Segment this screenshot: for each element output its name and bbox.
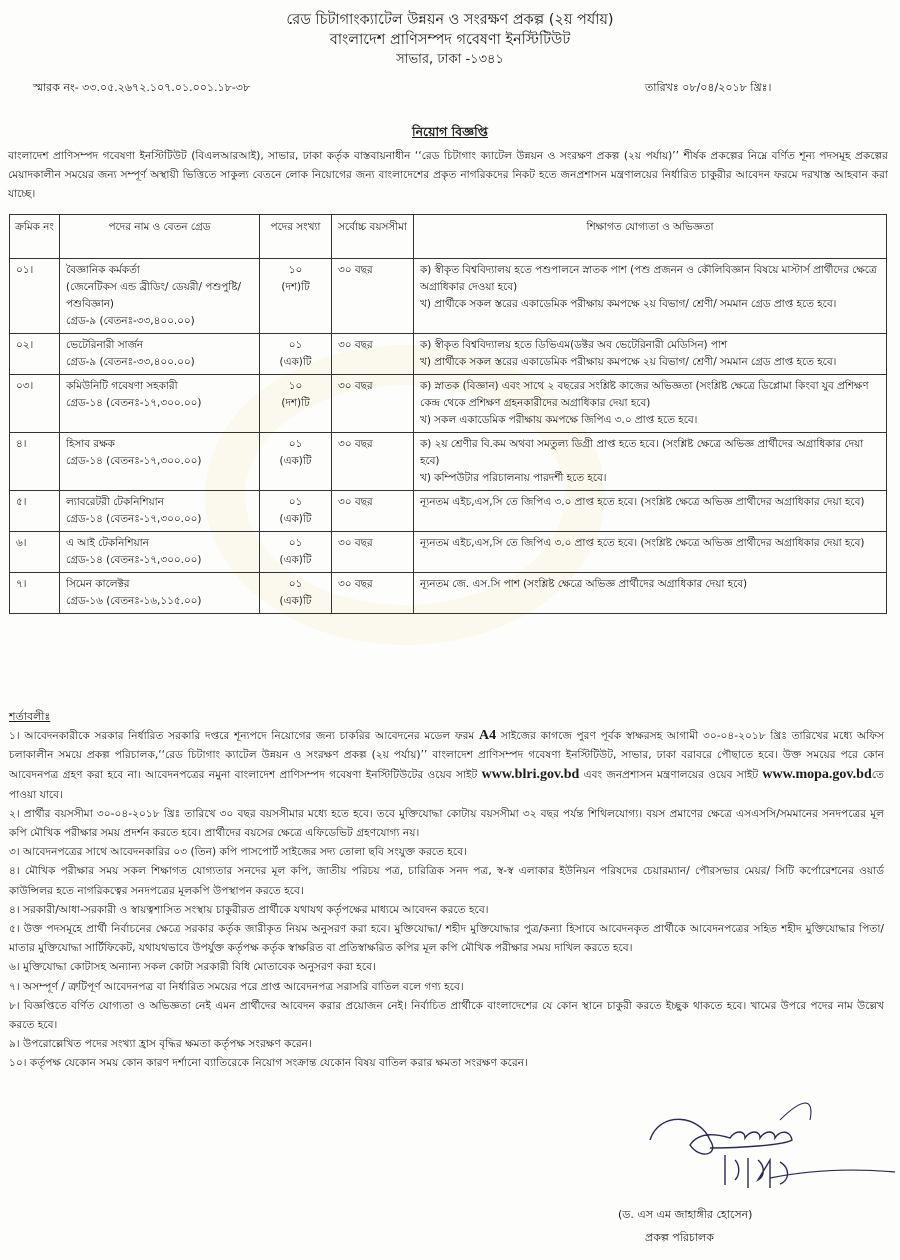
letterhead	[0, 10, 900, 70]
post-count: ১০	[288, 380, 303, 392]
table-row	[10, 433, 887, 491]
table-row	[10, 375, 887, 433]
row-post-count-cell	[260, 491, 332, 532]
conditions-list	[9, 726, 884, 1074]
row-post-name-cell	[60, 259, 260, 334]
condition-1-text-d: তে পাওয়া যাবে।	[9, 769, 884, 801]
post-name: এ আই টেকনিশিয়ান	[66, 537, 149, 549]
qualification-item: ক) স্বীকৃত বিশ্ববিদ্যালয় হতে পশুপালনে স্নাতক পাশ (পশু প্রজনন ও কৌলিবিজ্ঞান বিষয়ে মাস্টার্স প্রার্থীদের ক্ষেত্রে অগ্রাধিকার দেওয়া হবে)	[420, 264, 877, 293]
qualification-item: ক) ২য় শ্রেণীর বি.কম অথবা সমতুল্য ডিগ্রী প্রাপ্ত হতে হবে। (সংশ্লিষ্ট ক্ষেত্রে অভিজ্ঞ প্রার্থীদের অগ্রাধিকার দেয়া হবে)	[420, 438, 864, 467]
condition-items	[9, 805, 884, 1074]
signature-mark	[640, 1100, 900, 1210]
post-count: ০১	[288, 438, 303, 450]
institute-address: সাভার, ঢাকা -১৩৪১	[396, 52, 504, 67]
row-qualification-cell	[414, 259, 887, 334]
row-post-count-cell	[260, 259, 332, 334]
paper-size: A4	[479, 728, 497, 743]
row-age-limit: ৩০ বছর	[332, 491, 414, 532]
row-age-limit: ৩০ বছর	[332, 532, 414, 573]
post-count-words: (দশ)টি	[281, 281, 310, 293]
row-qualification-cell	[414, 433, 887, 491]
condition-item: ৪। সরকারী/আধা-সরকারী ও স্বায়ত্বশাসিত সংস্থায় চাকুরীরত প্রার্থীকে যথাযথ কর্তৃপক্ষের মাধ্যমে আবেদন করতে হবে।	[9, 903, 489, 916]
row-post-count-cell	[260, 573, 332, 614]
row-serial: ৭।	[10, 573, 60, 614]
row-post-name-cell	[60, 573, 260, 614]
row-post-name-cell	[60, 532, 260, 573]
blri-website-link[interactable]: www.blri.gov.bd	[481, 767, 580, 783]
row-serial: ৬।	[10, 532, 60, 573]
post-count-words: (এক)টি	[279, 455, 312, 467]
post-grade: গ্রেড-১৪ (বেতনঃ-১৭,৩০০.০০)	[66, 455, 202, 467]
vacancy-table	[9, 214, 887, 614]
table-row	[10, 573, 887, 614]
post-grade: গ্রেড-৯ (বেতনঃ-৩৩,৪০০.০০)	[66, 315, 195, 327]
institute-name: বাংলাদেশ প্রাণিসম্পদ গবেষণা ইনস্টিটিউট	[329, 32, 571, 48]
condition-item: ৮। বিজ্ঞপ্তিতে বর্ণিত যোগ্যতা ও অভিজ্ঞতা নেই এমন প্রার্থীদের আবেদন করার প্রয়োজন নেই। নির্বাচিত প্রার্থীকে বাংলাদেশের যে কোন স্থানে চাকুরী করতে ইচ্ছুক থাকতে হবে। খামের উপরে পদের নাম উল্লেখ করতে হবে।	[9, 999, 884, 1032]
post-name: বৈজ্ঞানিক কর্মকর্তা	[66, 264, 140, 276]
qualification-item: ক) স্নাতক (বিজ্ঞান) এবং সাথে ২ বছরের সংশ্লিষ্ট কাজের অভিজ্ঞতা (সংশ্লিষ্ট ক্ষেত্রে ডিপ্লোমা কিংবা যুব প্রশিক্ষণ কেন্দ্র থেকে প্রশিক্ষণ গ্রহনকারীদের অগ্রাধিকার দেয়া হবে)	[420, 380, 869, 409]
memo-number: স্মারক নং- ৩৩.০৫.২৬৭২.১০৭.০১.০০১.১৮-৩৮	[33, 81, 251, 94]
conditions-title: শর্তাবলীঃ	[9, 710, 51, 723]
signatory-name: (ড. এস এম জাহাঙ্গীর হোসেন)	[618, 1208, 753, 1221]
condition-1-text-c: এবং জনপ্রশাসন মন্ত্রণালয়ের ওয়েব সাইট	[579, 769, 763, 782]
header-post-name: পদের নাম ও বেতন গ্রেড	[60, 215, 260, 259]
row-age-limit: ৩০ বছর	[332, 259, 414, 334]
post-count: ০১	[288, 339, 303, 351]
qualification-item: খ) কম্পিউটার পরিচালনায় পারদর্শী হতে হবে।	[420, 472, 607, 484]
row-serial: ৪।	[10, 433, 60, 491]
row-post-name-cell	[60, 334, 260, 375]
qualification-item: ন্যূনতম এইচ,এস,সি তে জিপিএ ৩.০ প্রাপ্ত হতে হবে। (সংশ্লিষ্ট ক্ষেত্রে অভিজ্ঞ প্রার্থীদের অগ্রাধিকার দেয়া হবে)	[420, 496, 865, 508]
vacancy-table-body	[10, 259, 887, 614]
condition-item: ৩। আবেদনপত্রের সাথে আবেদনকারির ০৩ (তিন) কপি পাসপোর্ট সাইজের সদ্য তোলা ছবি সংযুক্ত করতে হবে।	[9, 846, 467, 859]
table-row	[10, 259, 887, 334]
condition-item: ১০। কর্তৃপক্ষ যেকোন সময় কোন কারণ দর্শানো ব্যাতিরেকে নিয়োগ সংক্রান্ত যেকোন বিষয় বাতিল করার ক্ষমতা সংরক্ষণ করেন।	[9, 1057, 528, 1070]
post-name: কমিউনিটি গবেষণা সহকারী	[66, 380, 178, 392]
row-post-name-cell	[60, 375, 260, 433]
row-post-name-cell	[60, 491, 260, 532]
table-header-row	[10, 215, 887, 259]
post-count: ০১	[288, 537, 303, 549]
header-qualification: শিক্ষাগত যোগ্যতা ও অভিজ্ঞতা	[414, 215, 887, 259]
row-post-count-cell	[260, 375, 332, 433]
post-count-words: (এক)টি	[279, 554, 312, 566]
qualification-item: ক) স্বীকৃত বিশ্ববিদ্যালয় হতে ডিভিএম(ডক্টর অব ভেটেরিনারী মেডিসিন) পাশ	[420, 339, 728, 351]
row-post-name-cell	[60, 433, 260, 491]
condition-item: ৯। উপরোল্লেখিত পদের সংখ্যা হ্রাস বৃদ্ধির ক্ষমতা কর্তৃপক্ষ সংরক্ষণ করেন।	[9, 1038, 312, 1051]
post-count: ১০	[288, 264, 303, 276]
post-name: ল্যাবরেটরী টেকনিশিয়ান	[66, 496, 164, 508]
condition-item: ৭। অসম্পূর্ণ / ত্রুটিপূর্ণ আবেদনপত্র বা নির্ধারিত সময়ের পরে প্রাপ্ত আবেদনপত্র সরাসরি বাতিল বলে গণ্য হবে।	[9, 980, 464, 993]
row-qualification-cell	[414, 491, 887, 532]
condition-item: ৬। মুক্তিযোদ্ধা কোটাসহ অন্যান্য সকল কোটা সরকারী বিধি মোতাবেক অনুসরণ করা হবে।	[9, 961, 376, 974]
post-name: সিমেন কালেক্টর	[66, 578, 130, 590]
post-grade: গ্রেড-১৪ (বেতনঃ-১৭,৩০০.০০)	[66, 397, 202, 409]
qualification-item: খ) প্রার্থীকে সকল স্তরের একাডেমিক পরীক্ষায় কমপক্ষে ২য় বিভাগ/ শ্রেণী/ সমমান গ্রেড প্রাপ্ত হতে হবে।	[420, 356, 837, 368]
row-serial: ৫।	[10, 491, 60, 532]
signatory-title: প্রকল্প পরিচালক	[645, 1231, 714, 1244]
condition-1-text-b: সাইজের কাগজে পুরণ পূর্বক স্বাক্ষরসহ আগামী ৩০-০৪-২০১৮ খ্রিঃ তারিখের মধ্যে অফিস চলাকালীন সময়ে প্রকল্প পরিচালক,‘‘রেড চিটাগাং ক্যাটেল উন্নয়ন ও সংরক্ষণ প্রকল্প (২য় পর্যায়)’’ বাংলাদেশ প্রাণিসম্পদ গবেষণা ইনস্টিটিউট, সাভার, ঢাকা বরাবরে পৌছাতে হবে। উক্ত সময়ের পরে কোন আবেদনপত্র গ্রহণ করা হবে না। আবেদনপত্রের নমুনা বাংলাদেশ প্রাণিসম্পদ গবেষণা ইনস্টিটিউটের ওয়েব সাইট	[9, 730, 884, 782]
table-row	[10, 334, 887, 375]
table-row	[10, 491, 887, 532]
row-age-limit: ৩০ বছর	[332, 433, 414, 491]
post-specialization: (জেনেটিকস এন্ড ব্রীডিং/ ডেয়রী/ পশুপুষ্টি/ পশুবিজ্ঞান)	[66, 281, 242, 310]
post-name: ভেটেরিনারী সার্জন	[66, 339, 144, 351]
post-count-words: (এক)টি	[279, 595, 312, 607]
notice-title: নিয়োগ বিজ্ঞপ্তি	[412, 124, 488, 139]
post-grade: গ্রেড-১৪ (বেতনঃ-১৭,৩০০.০০)	[66, 513, 202, 525]
post-grade: গ্রেড-১৬ (বেতনঃ-১৬,১১৫.০০)	[66, 595, 202, 607]
condition-item	[9, 726, 884, 805]
post-count-words: (এক)টি	[279, 513, 312, 525]
qualification-item: খ) প্রার্থীকে সকল স্তরের একাডেমিক পরীক্ষায় কমপক্ষে ২য় বিভাগ/ শ্রেণী/ সমমান গ্রেড প্রাপ্ত হতে হবে।	[420, 298, 837, 310]
row-age-limit: ৩০ বছর	[332, 375, 414, 433]
row-post-count-cell	[260, 334, 332, 375]
row-qualification-cell	[414, 532, 887, 573]
row-age-limit: ৩০ বছর	[332, 334, 414, 375]
table-row	[10, 532, 887, 573]
row-qualification-cell	[414, 334, 887, 375]
row-post-count-cell	[260, 433, 332, 491]
post-count: ০১	[288, 496, 303, 508]
post-count: ০১	[288, 578, 303, 590]
row-serial: ০১।	[10, 259, 60, 334]
post-grade: গ্রেড-৯ (বেতনঃ-৩৩,৪০০.০০)	[66, 356, 195, 368]
condition-1-text-a: ১। আবেদনকারীকে সরকার নির্ধারিত সরকারি দপ্তরে শূন্যপদে নিয়োগের জন্য চাকরির আবেদনের মডেল ফরম	[9, 730, 479, 742]
post-name: হিসাব রক্ষক	[66, 438, 115, 450]
condition-item: ৫। উক্ত পদসমূহে প্রার্থী নির্বাচনের ক্ষেত্রে সরকার কর্তৃক জারীকৃত নিয়ম অনুসরণ করা হবে। মুক্তিযোদ্ধা/ শহীদ মুক্তিযোদ্ধার পুত্র/কন্যা হিসাবে আবেদনকৃত প্রার্থীকে আবেদনপত্রের সহিত শহীদ মুক্তিযোদ্ধার পিতা/ মাতার মুক্তিযোদ্ধা সার্টিফিকেট, যথাযথভাবে উপর্যুক্ত কর্তৃপক্ষ কর্তৃক স্বাক্ষরিত বা প্রতিস্বাক্ষরিত কপির মূল কপি মৌখিক পরীক্ষার সময় দাখিল করতে হবে।	[9, 923, 884, 955]
row-qualification-cell	[414, 573, 887, 614]
row-age-limit: ৩০ বছর	[332, 573, 414, 614]
mopa-website-link[interactable]: www.mopa.gov.bd	[762, 767, 872, 783]
intro-paragraph: বাংলাদেশ প্রাণিসম্পদ গবেষণা ইনস্টিটিউট (বিএলআরআই), সাভার, ঢাকা কর্তৃক বাস্তবায়নাধীন ‘‘রেড চিটাগাং ক্যাটেল উন্নয়ন ও সংরক্ষণ প্রকল্প (২য় পর্যায়)’’ শীর্ষক প্রকল্পের নিম্নে বর্ণিত শূন্য পদসমূহ প্রকল্পের মেয়াদকালীন সময়ের জন্য সম্পূর্ণ অস্থায়ী ভিত্তিতে সাকুল্য বেতনে লোক নিয়োগের জন্য বাংলাদেশের প্রকৃত নাগরিকদের নিকট হতে জনপ্রশাসন মন্ত্রণালয়ের নির্ধারিত চাকুরীর আবেদন ফরমে দরখাস্ত আহবান করা যাচ্ছে।	[8, 150, 888, 200]
notice-date: তারিখঃ ০৮/০৪/২০১৮ খ্রিঃ।	[645, 81, 772, 94]
header-serial: ক্রমিক নং	[10, 215, 60, 259]
qualification-item: ন্যূনতম এইচ,এস,সি তে জিপিএ ৩.০ প্রাপ্ত হতে হবে। (সংশ্লিষ্ট ক্ষেত্রে অভিজ্ঞ প্রার্থীদের অগ্রাধিকার দেয়া হবে)	[420, 537, 865, 549]
condition-item: ৪। মৌখিক পরীক্ষার সময় সকল শিক্ষাগত যোগ্যতার সনদের মূল কপি, জাতীয় পরিচয় পত্র, চারিত্রিক সনদ পত্র, স্ব-স্ব এলাকার ইউনিয়ন পরিষদের চেয়ারম্যান/ পৌরসভার মেয়র/ সিটি কর্পোরেশনের ওয়ার্ড কাউন্সিলর হতে নাগরিকত্বের সনদপত্রের মূলকপি উপস্থাপন করতে হবে।	[9, 865, 884, 897]
post-count-words: (দশ)টি	[281, 397, 310, 409]
header-age-limit: সর্বোচ্চ বয়সসীমা	[332, 215, 414, 259]
qualification-item: খ) সকল একাডেমিক পরীক্ষায় কমপক্ষে জিপিএ ৩.০ প্রাপ্ত হতে হবে।	[420, 414, 698, 426]
project-name: রেড চিটাগাংক্যাটেল উন্নয়ন ও সংরক্ষণ প্রকল্প (২য় পর্যায়)	[286, 12, 614, 28]
header-post-count: পদের সংখ্যা	[260, 215, 332, 259]
post-count-words: (এক)টি	[279, 356, 312, 368]
post-grade: গ্রেড-১৪ (বেতনঃ-১৭,৩০০.০০)	[66, 554, 202, 566]
condition-item: ২। প্রার্থীর বয়সসীমা ৩০-০৪-২০১৮ খ্রিঃ তারিখে ৩০ বছর বয়সসীমার মধ্যে হতে হবে। তবে মুক্তিযোদ্ধা কোটায় বয়সসীমা ৩২ বছর পর্যন্ত শিথিলযোগ্য। বয়স প্রমাণের ক্ষেত্রে এসএসসি/সমমানের সনদপত্রের মূল কপি মৌখিক পরীক্ষার সময় প্রদর্শন করতে হবে। প্রার্থীদের বয়সের ক্ষেত্রে এফিডেভিট গ্রহণযোগ্য নয়।	[9, 807, 884, 840]
qualification-item: ন্যূনতম জে. এস.সি পাশ (সংশ্লিষ্ট ক্ষেত্রে অভিজ্ঞ প্রার্থীদের অগ্রাধিকার দেয়া হবে)	[420, 578, 748, 590]
row-post-count-cell	[260, 532, 332, 573]
row-serial: ০২।	[10, 334, 60, 375]
row-serial: ০৩।	[10, 375, 60, 433]
row-qualification-cell	[414, 375, 887, 433]
